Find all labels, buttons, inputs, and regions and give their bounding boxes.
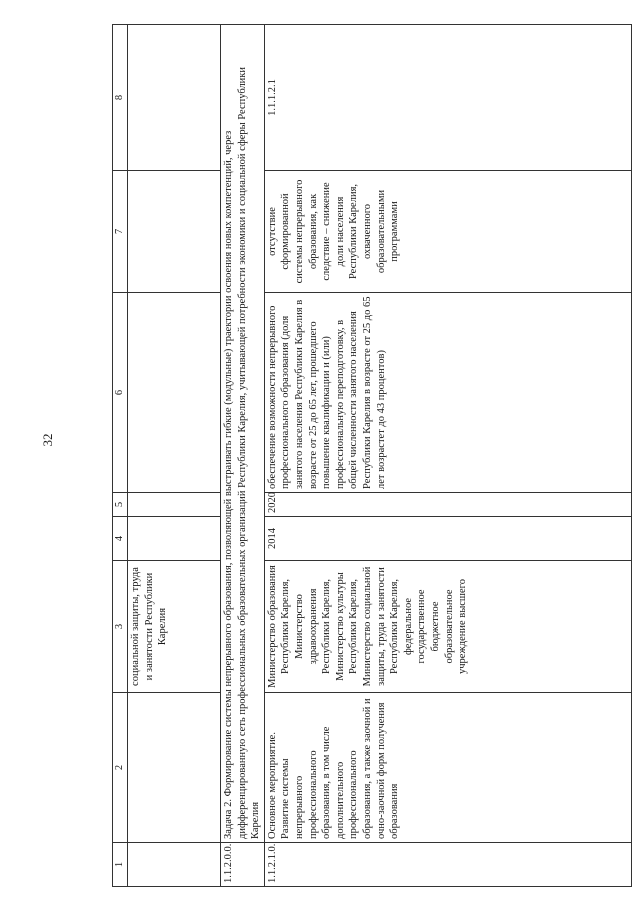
page-number: 32 xyxy=(40,433,55,447)
column-number-row xyxy=(113,25,128,887)
measure-code: 1.1.2.1.0. xyxy=(264,843,631,887)
program-table-rotated xyxy=(112,25,632,887)
column-number: 4 xyxy=(113,517,128,561)
column-number: 1 xyxy=(113,843,128,887)
continuation-executor-cell: социальной защиты, труда и занятости Республики Карелия xyxy=(128,561,221,693)
measure-end-year: 2020 xyxy=(264,493,631,517)
column-number: 7 xyxy=(113,171,128,293)
measure-name: Основное мероприятие. Развитие системы непрерывного профессионального образования, в том числе дополнительного профессионального образования, а также заочной и очно-заочной форм получения образования xyxy=(264,693,631,843)
continuation-row xyxy=(128,25,221,887)
task-code: 1.1.2.0.0. xyxy=(221,843,265,887)
program-measures-table xyxy=(112,24,632,887)
measure-executors: Министерство образования Республики Карелия, Министерство здравоохранения Республики Карелия, Министерство культуры Республики Карелия, Министерство социальной защиты, труда и занятости Республики Карелия, федеральное государственное бюджетное образовательное учреждение высшего xyxy=(264,561,631,693)
task-text: Задача 2. Формирование системы непрерывного образования, позволяющей выстраивать гибкие (модульные) траектории освоения новых компетенций, через дифференцированную сеть профессиональных образовательных организаций Республики Карелия, учитывающей потребности экономики и социальной сферы Республики Карелия xyxy=(221,25,265,843)
column-number: 5 xyxy=(113,493,128,517)
measure-consequence: отсутствие сформированной системы непрерывного образования, как следствие – снижение доли населения Республики Карелия, охваченного образовательными программами xyxy=(264,171,631,293)
measure-start-year: 2014 xyxy=(264,517,631,561)
column-number: 6 xyxy=(113,293,128,493)
measure-row xyxy=(264,25,631,887)
task-row xyxy=(221,25,265,887)
column-number: 8 xyxy=(113,25,128,171)
column-number: 2 xyxy=(113,693,128,843)
column-number: 3 xyxy=(113,561,128,693)
measure-expected-result: обеспечение возможности непрерывного профессионального образования (доля занятого населения Республики Карелия в возрасте от 25 до 65 лет, прошедшего повышение квалификации и (или) профессиональную переподготовку, в общей численности занятого населения Республики Карелия в возрасте от 25 до 65 лет возрастет до 43 процентов) xyxy=(264,293,631,493)
measure-indicator: 1.1.1.2.1 xyxy=(264,25,631,171)
